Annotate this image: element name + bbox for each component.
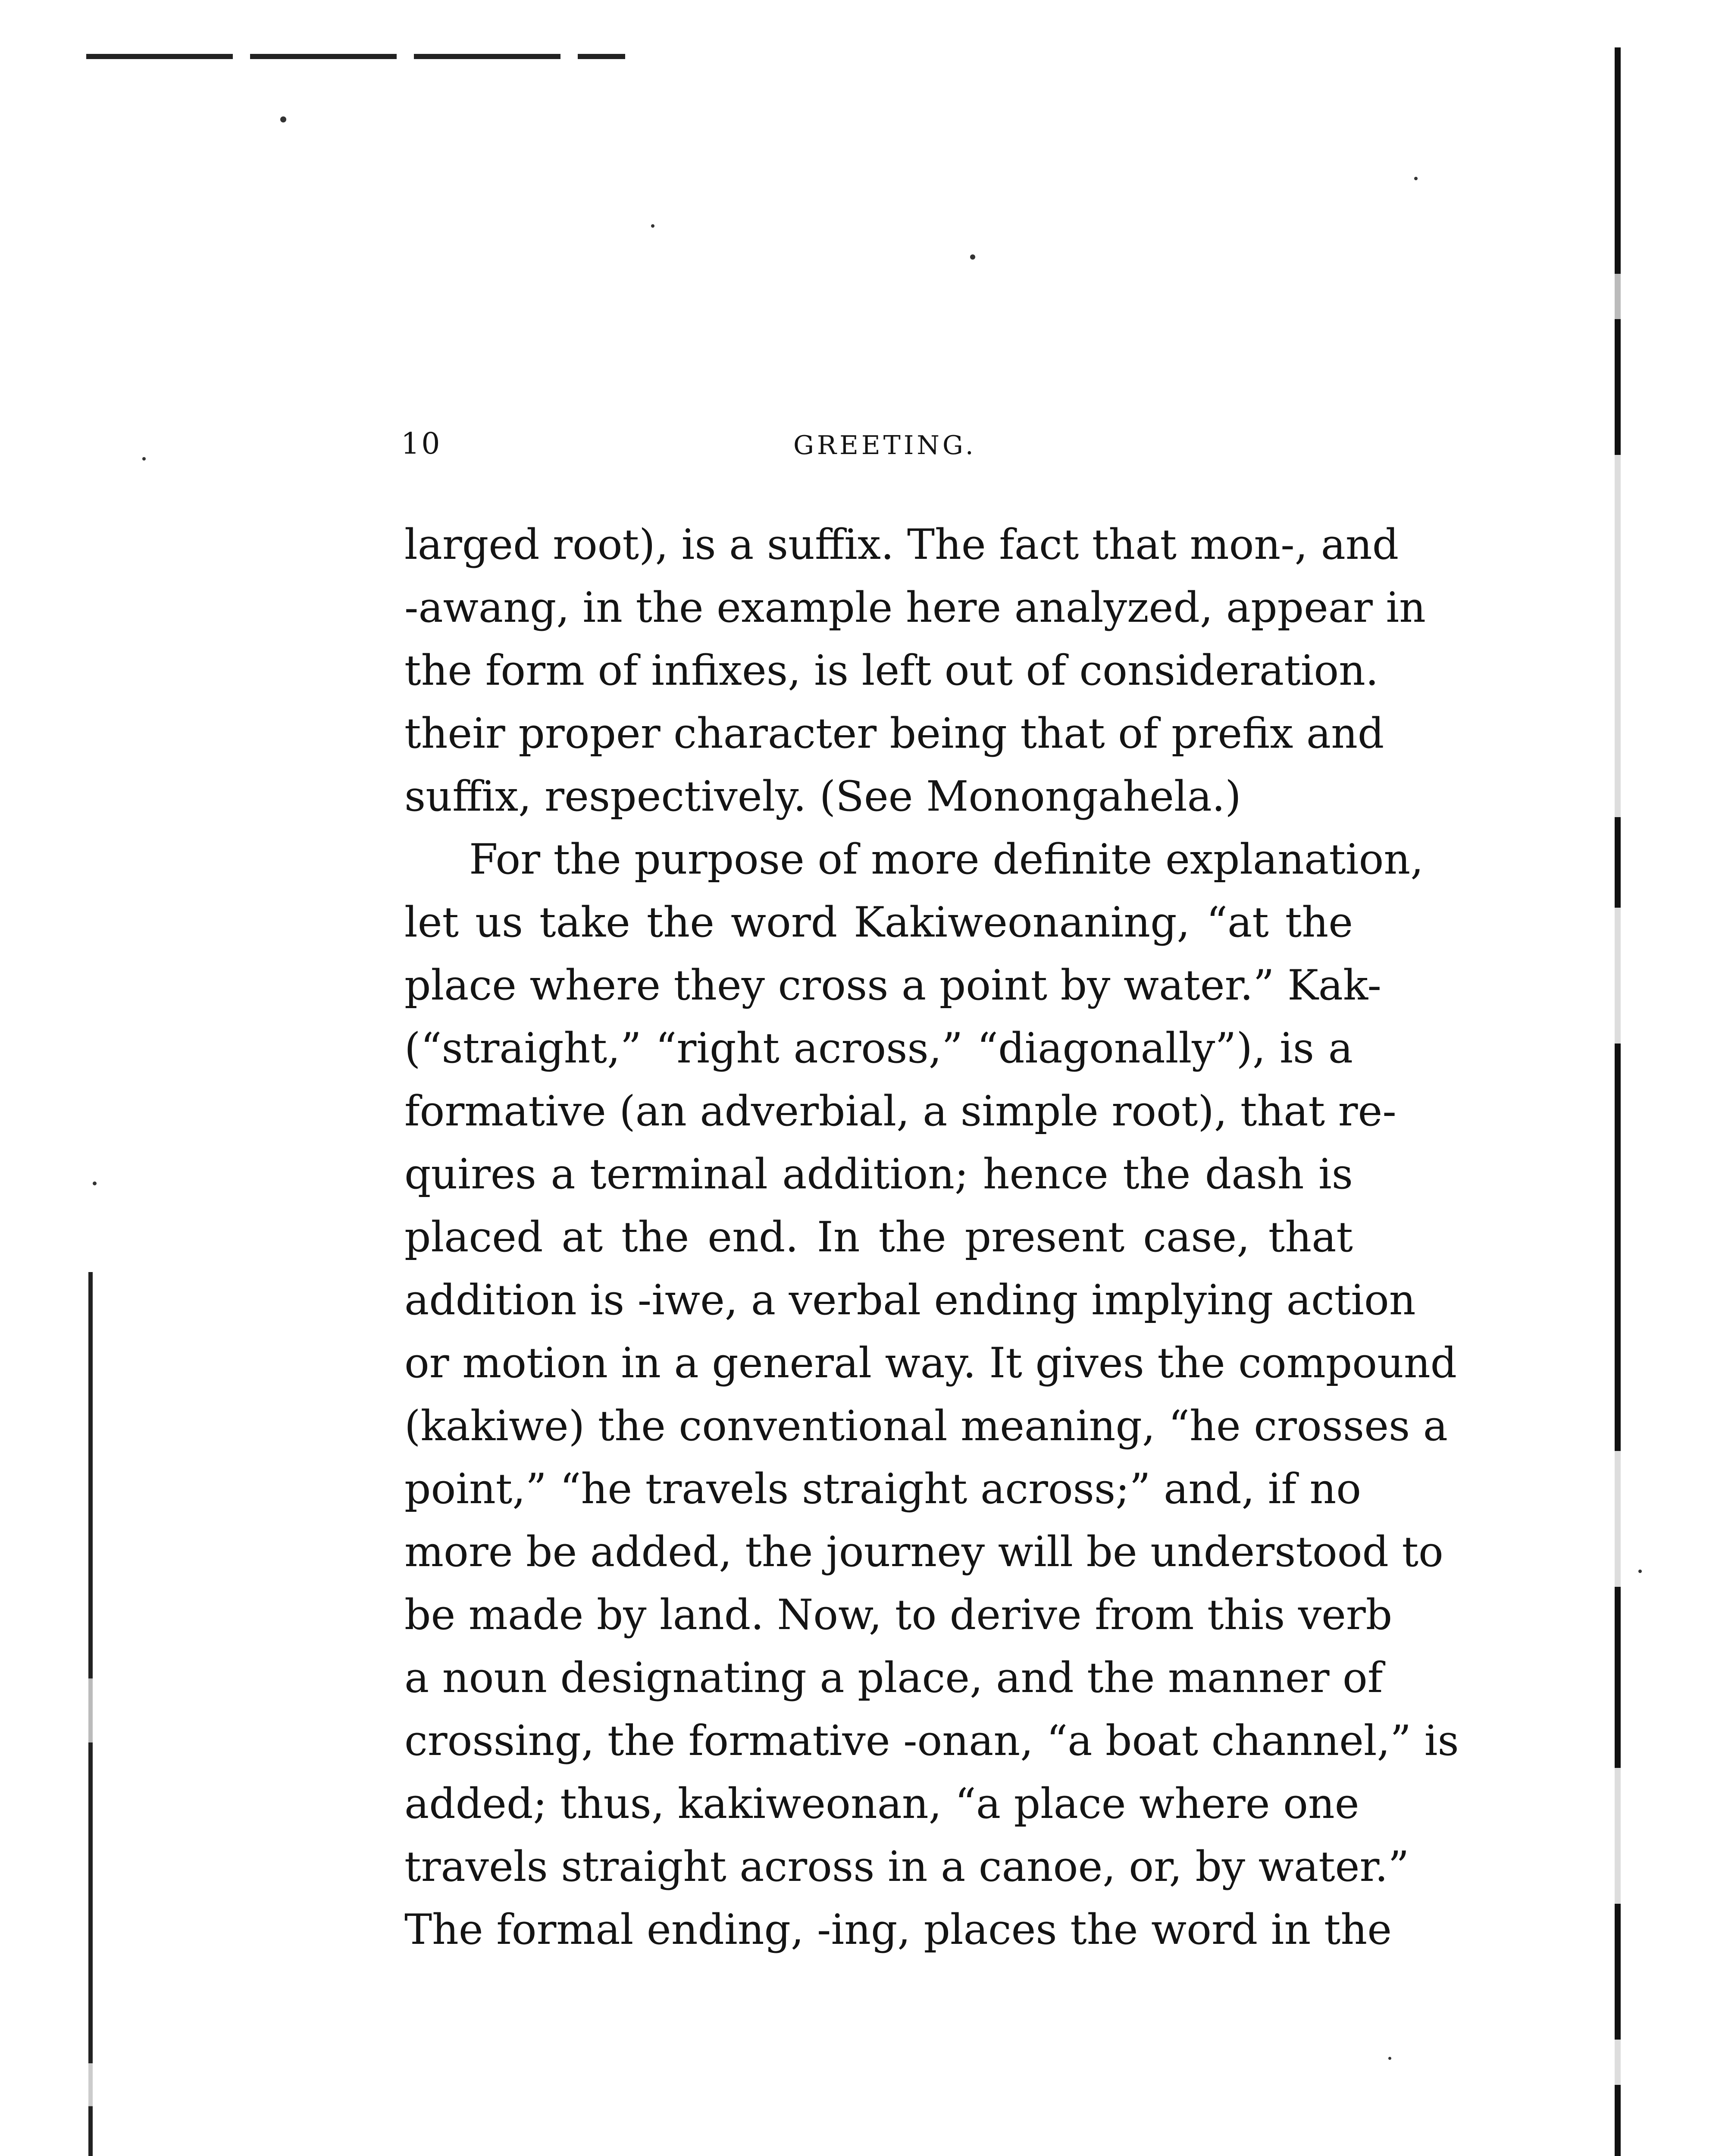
text-line: larged root), is a suffix. The fact that mon-, and [404,520,1399,569]
scan-edge-top [86,54,625,59]
text-line: a noun designating a place, and the manner of [404,1654,1383,1702]
text-line: addition is -iwe, a verbal ending implying action [404,1276,1416,1324]
scan-speck [93,1181,97,1185]
scan-speck [651,224,654,228]
text-line: let us take the word Kakiweonaning, “at the [404,898,1353,946]
text-line: (kakiwe) the conventional meaning, “he crosses a [404,1402,1448,1450]
text-line: the form of infixes, is left out of consideration. [404,646,1379,695]
text-line: crossing, the formative -onan, “a boat channel,” is [404,1717,1459,1765]
text-line: -awang, in the example here analyzed, appear in [404,583,1426,632]
scan-speck [1388,2057,1391,2060]
page-number: 10 [401,427,442,461]
text-line: (“straight,” “right across,” “diagonally”), is a [404,1024,1353,1072]
text-line: suffix, respectively. (See Monongahela.) [404,772,1241,821]
scan-edge-left [88,1272,93,2156]
page-header [401,427,1358,479]
text-line: placed at the end. In the present case, that [404,1213,1353,1261]
text-line: added; thus, kakiweonan, “a place where one [404,1780,1359,1828]
text-line: more be added, the journey will be understood to [404,1528,1443,1576]
text-line: point,” “he travels straight across;” and, if no [404,1465,1362,1513]
text-line: For the purpose of more definite explanation, [469,835,1424,884]
scan-speck [142,457,146,461]
text-line: place where they cross a point by water.” Kak- [404,961,1381,1009]
scan-speck [1638,1570,1642,1573]
text-line: formative (an adverbial, a simple root), that re- [404,1087,1396,1135]
text-line: quires a terminal addition; hence the dash is [404,1150,1353,1198]
text-line: travels straight across in a canoe, or, by water.” [404,1843,1409,1891]
scan-speck [970,254,975,260]
running-head: GREETING. [793,430,977,461]
text-line: be made by land. Now, to derive from this verb [404,1591,1393,1639]
text-line: their proper character being that of prefix and [404,709,1384,758]
text-line: or motion in a general way. It gives the compound [404,1339,1457,1387]
body-text [404,513,1459,1961]
text-line: The formal ending, -ing, places the word in the [404,1905,1392,1954]
scan-speck [1414,177,1418,180]
scan-edge-right [1615,47,1621,2156]
scan-speck [280,116,286,122]
